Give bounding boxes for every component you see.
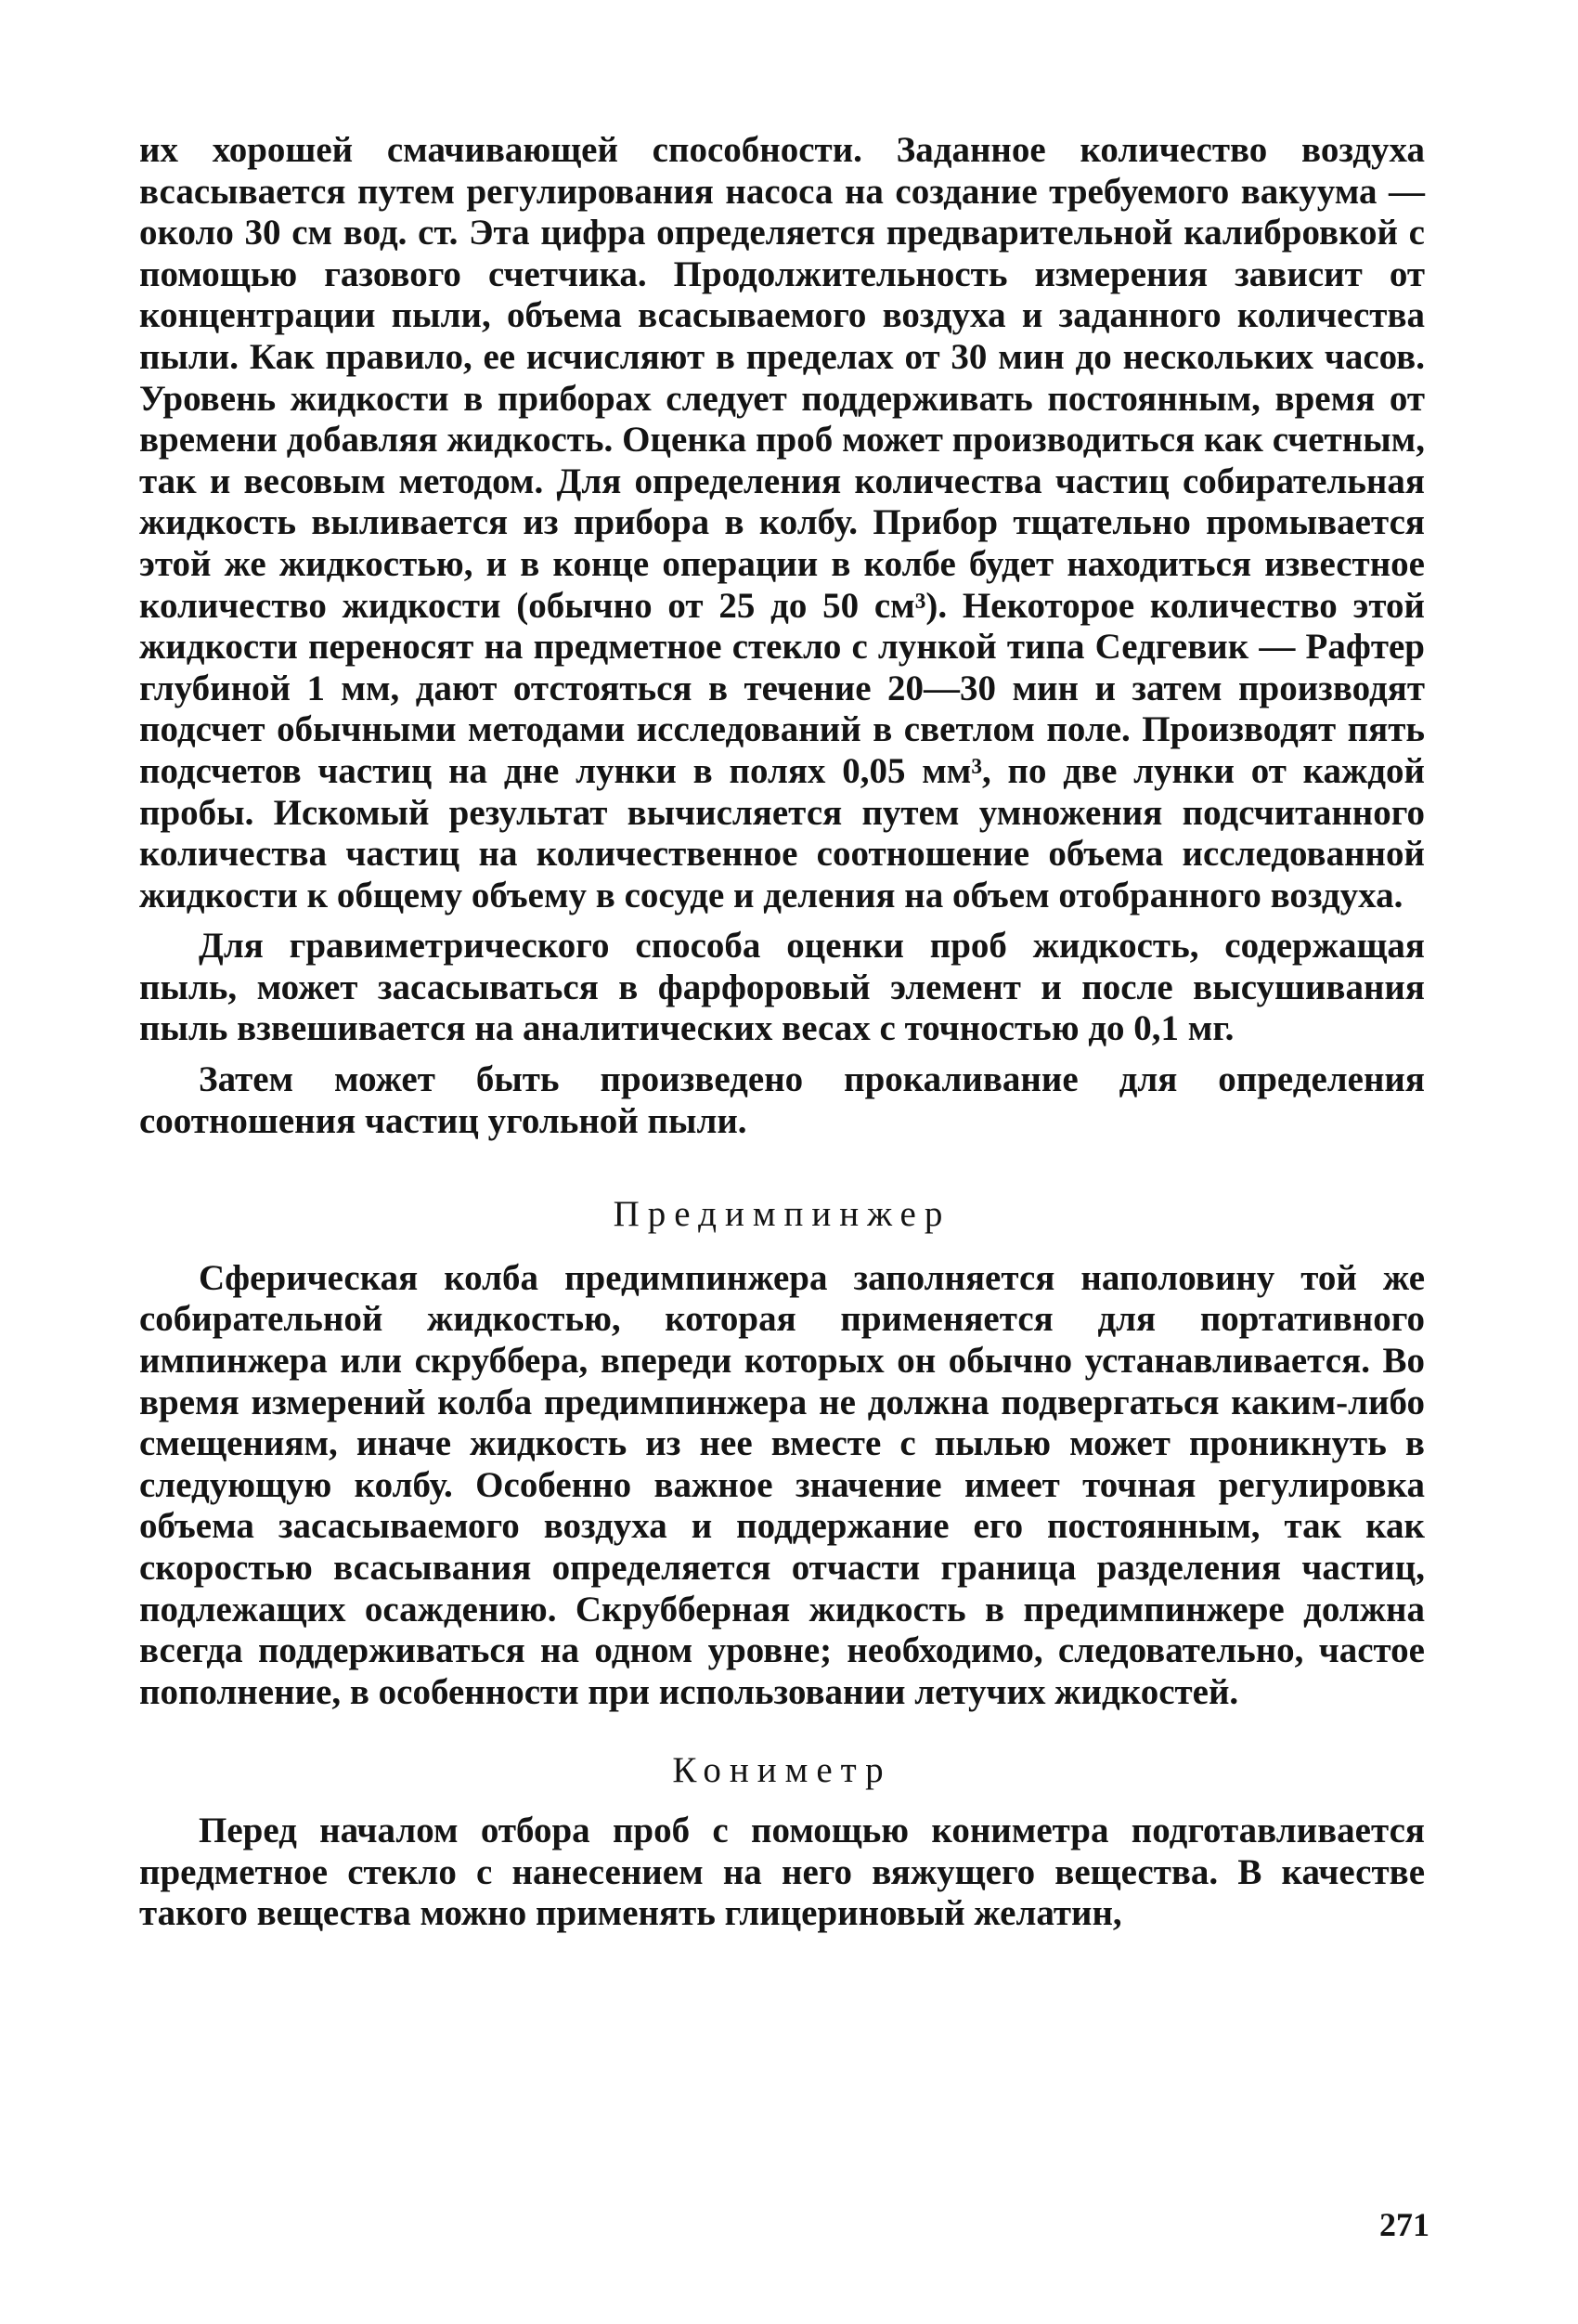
paragraph-preimpinger: Сферическая колба предимпинжера заполняется наполовину той же собирательной жидкостью, которая применяется для портативного импинжера или скруббера, впереди которых он обычно устанавливается. Во время измерений колба предимпинжера не должна подвергаться каким-либо смещениям, иначе жидкость из нее вместе с пылью может проникнуть в следующую колбу. Особенно важное значение имеет точная регулировка объема засасываемого воздуха и поддержание его постоянным, так как скоростью всасывания определяется отчасти граница разделения частиц, подлежащих осаждению. Скрубберная жидкость в предимпинжере должна всегда поддерживаться на одном уровне; необходимо, следовательно, частое пополнение, в особенности при использовании летучих жидкостей.	[139, 1257, 1425, 1712]
paragraph-calcination: Затем может быть произведено прокаливание для определения соотношения частиц угольной пыли.	[139, 1059, 1425, 1141]
section-heading-konimeter: Кониметр	[672, 1750, 892, 1791]
paragraph-impinger-continued: их хорошей смачивающей способности. Заданное количество воздуха всасывается путем регулирования насоса на создание требуемого вакуума — около 30 см вод. ст. Эта цифра определяется предварительной калибровкой с помощью газового счетчика. Продолжительность измерения зависит от концентрации пыли, объема всасываемого воздуха и заданного количества пыли. Как правило, ее исчисляют в пределах от 30 мин до нескольких часов. Уровень жидкости в приборах следует поддерживать постоянным, время от времени добавляя жидкость. Оценка проб может производиться как счетным, так и весовым методом. Для определения количества частиц собирательная жидкость выливается из прибора в колбу. Прибор тщательно промывается этой же жидкостью, и в конце операции в колбе будет находиться известное количество жидкости (обычно от 25 до 50 см³). Некоторое количество этой жидкости переносят на предметное стекло с лункой типа Седгевик — Рафтер глубиной 1 мм, дают отстояться в течение 20—30 мин и затем производят подсчет обычными методами исследований в светлом поле. Производят пять подсчетов частиц на дне лунки в полях 0,05 мм³, по две лунки от каждой пробы. Искомый результат вычисляется путем умножения подсчитанного количества частиц на количественное соотношение объема исследованной жидкости к общему объему в сосуде и деления на объем отобранного воздуха.	[139, 130, 1425, 915]
page-body	[139, 130, 1425, 1944]
page-number: 271	[1379, 2206, 1429, 2243]
paragraph-gravimetric: Для гравиметрического способа оценки проб жидкость, содержащая пыль, может засасываться в фарфоровый элемент и после высушивания пыль взвешивается на аналитических весах с точностью до 0,1 мг.	[139, 926, 1425, 1049]
section-heading-preimpinger: Предимпинжер	[613, 1194, 951, 1235]
paragraph-konimeter: Перед началом отбора проб с помощью кониметра подготавливается предметное стекло с нанесением на него вяжущего вещества. В качестве такого вещества можно применять глицериновый желатин,	[139, 1810, 1425, 1934]
